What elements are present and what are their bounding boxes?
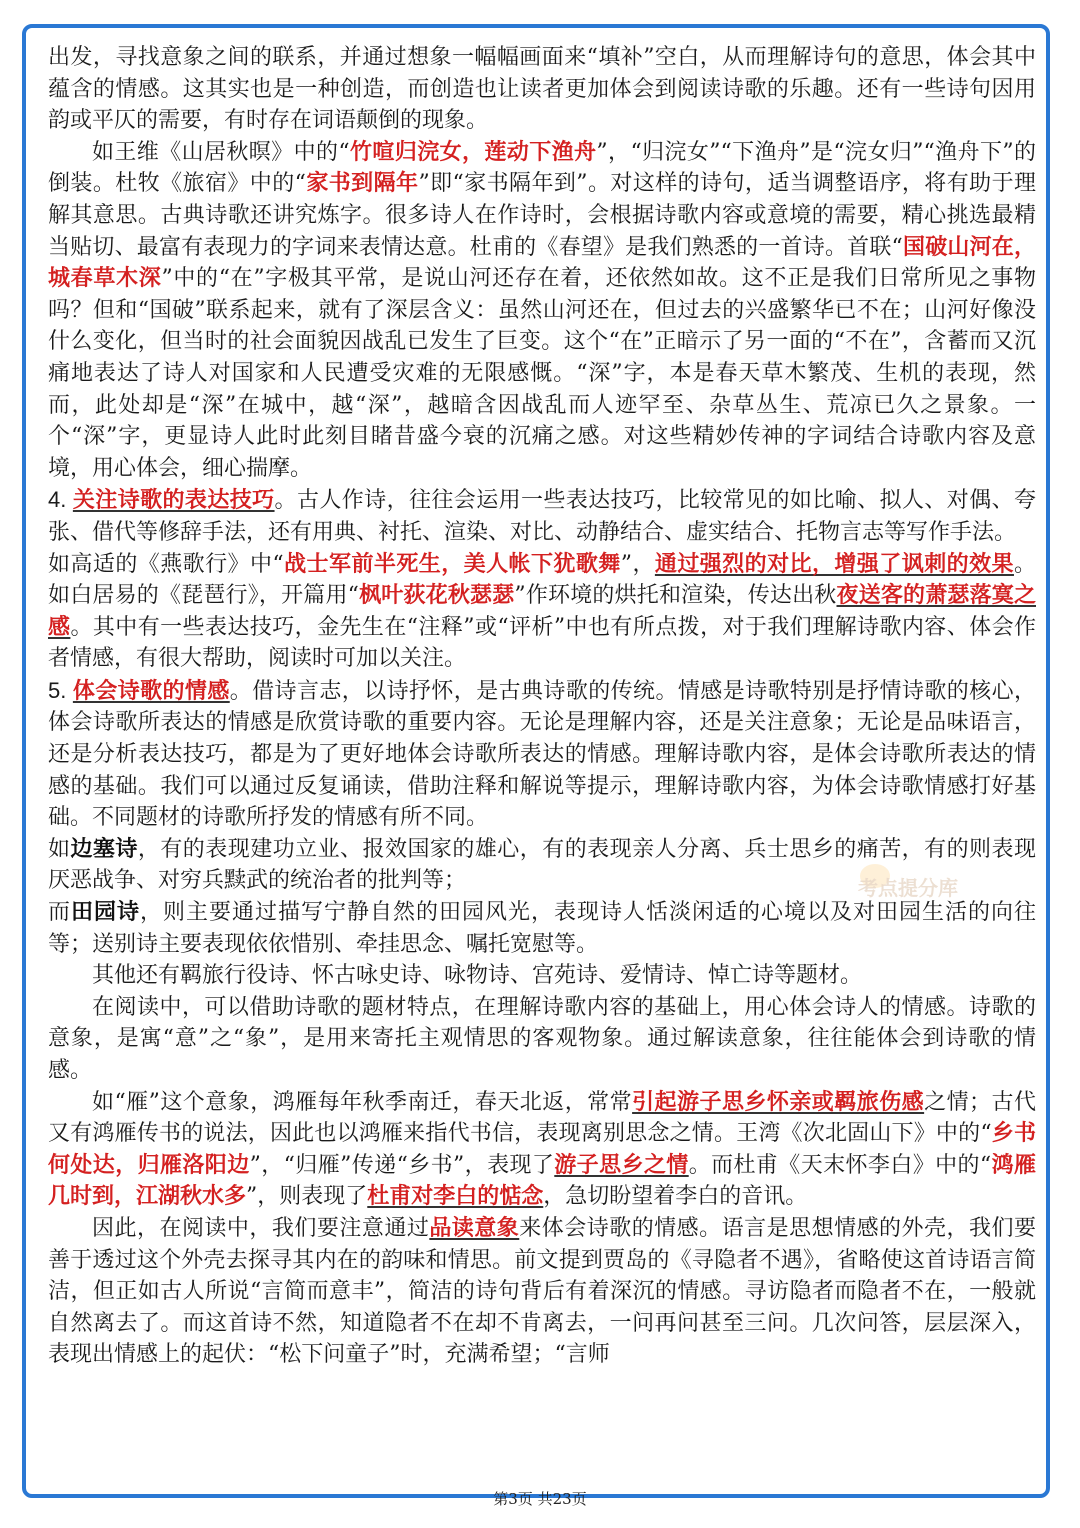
text-run: ，急切盼望着李白的音讯。 <box>543 1184 808 1210</box>
text-run: 在阅读中，可以借助诗歌的题材特点，在理解诗歌内容的基础上，用心体会诗人的情感。诗歌的意象，是寓“意”之“象”，是用来寄托主观情思的客观物象。通过解读意象，往往能体会到诗歌的情感。 <box>48 994 1036 1083</box>
poem-quote: 乡书何处达，归雁洛阳边 <box>48 1120 1036 1178</box>
text-run: ”，“归浣女”“下渔舟”是“浣女归”“渔舟下”的倒装。杜牧《旅宿》中的“ <box>48 139 1036 197</box>
paragraph <box>48 137 1036 485</box>
text-run: 。借诗言志，以诗抒怀，是古典诗歌的传统。情感是诗歌特别是抒情诗歌的核心，体会诗歌所表达的情感是欣赏诗歌的重要内容。无论是理解内容，还是关注意象；无论是品味语言，还是分析表达技巧，都是为了更好地体会诗歌所表达的情感。理解诗歌内容，是体会诗歌所表达的情感的基础。我们可以通过反复诵读，借助注释和解说等提示，理解诗歌内容，为体会诗歌情感打好基础。不同题材的诗歌所抒发的情感有所不同。 <box>48 678 1036 831</box>
poem-quote: 国破山河在，城春草木深 <box>48 233 1036 292</box>
text-run: 出发，寻找意象之间的联系，并通过想象一幅幅画面来“填补”空白，从而理解诗句的意思，体会其中蕴含的情感。这其实也是一种创造，而创造也让读者更加体会到阅读诗歌的乐趣。还有一些诗句因用韵或平仄的需要，有时存在词语颠倒的现象。 <box>48 45 1036 134</box>
poem-quote: 竹喧归浣女，莲动下渔舟 <box>349 138 597 165</box>
text-run: ”即“家书隔年到”。对这样的诗句，适当调整语序，将有助于理解其意思。古典诗歌还讲究炼字。很多诗人在作诗时，会根据诗歌内容或意境的需要，精心挑选最精当贴切、最富有表现力的字词来表情达意。杜甫的《春望》是我们熟悉的一首诗。首联“ <box>48 171 1036 260</box>
key-point: 通过强烈的对比，增强了讽刺的效果 <box>654 550 1014 577</box>
key-point: 夜送客的萧瑟落寞之感 <box>48 582 1036 640</box>
text-run: ”作环境的烘托和渲染，传达出秋 <box>514 583 837 609</box>
text-run: 之情；古代又有鸿雁传书的说法，因此也以鸿雁来指代书信，表现离别思念之情。王湾《次北固山下》中的“ <box>48 1089 1036 1147</box>
document-body <box>48 42 1036 1371</box>
text-run: ”，“归雁”传递“乡书”，表现了 <box>249 1152 555 1178</box>
paragraph <box>48 549 1036 675</box>
watermark-text: 考点提分库 <box>858 876 958 900</box>
paragraph <box>48 960 1036 992</box>
text-run: 。而杜甫《天末怀李白》中的“ <box>688 1152 992 1178</box>
text-run: 如“雁”这个意象，鸿雁每年秋季南迁，春天北返，常常 <box>92 1089 633 1115</box>
text-run: 其他还有羁旅行役诗、怀古咏史诗、咏物诗、宫苑诗、爱情诗、悼亡诗等题材。 <box>92 963 863 989</box>
poem-quote: 战士军前半死生，美人帐下犹歌舞 <box>283 550 621 577</box>
text-run: 来体会诗歌的情感。语言是思想情感的外壳，我们要善于透过这个外壳去探寻其内在的韵味和情思。前文提到贾岛的《寻隐者不遇》，省略使这首诗语言简洁，但正如古人所说“言简而意丰”，简洁的诗句背后有着深沉的情感。寻访隐者而隐者不在，一般就自然离去了。而这首诗不然，知道隐者不在却不肯离去，一问再问甚至三问。几次问答，层层深入，表现出情感上的起伏：“松下问童子”时，充满希望；“言师 <box>48 1215 1036 1368</box>
key-point: 品读意象 <box>429 1214 520 1241</box>
key-point: 关注诗歌的表达技巧 <box>72 487 275 514</box>
text-run: 如王维《山居秋暝》中的“ <box>92 139 350 165</box>
text-run: 而 <box>48 900 71 926</box>
poem-quote: 枫叶荻花秋瑟瑟 <box>358 582 515 609</box>
text-run: 如高适的《燕歌行》中“ <box>48 551 284 577</box>
key-point: 体会诗歌的情感 <box>72 677 230 704</box>
paragraph <box>48 897 1036 960</box>
page-footer: 第3页 共23页 <box>493 1490 587 1508</box>
paragraph <box>48 675 1036 834</box>
paragraph <box>48 1087 1036 1213</box>
poem-quote: 鸿雁几时到，江湖秋水多 <box>48 1151 1036 1210</box>
text-run: 因此，在阅读中，我们要注意通过 <box>92 1215 430 1241</box>
poem-quote: 家书到隔年 <box>305 170 419 197</box>
key-point: 游子思乡之情 <box>554 1151 689 1178</box>
paragraph <box>48 1213 1036 1371</box>
genre-term: 边塞诗 <box>70 835 138 862</box>
text-run: 。如白居易的《琵琶行》，开篇用“ <box>48 551 1036 609</box>
text-run: 。古人作诗，往往会运用一些表达技巧，比较常见的如比喻、拟人、对偶、夸张、借代等修辞手法，还有用典、衬托、渲染、对比、动静结合、虚实结合、托物言志等写作手法。 <box>48 488 1036 545</box>
text-run: 。其中有一些表达技巧，金先生在“注释”或“评析”中也有所点拨，对于我们理解诗歌内容、体会作者情感，有很大帮助，阅读时可加以关注。 <box>48 614 1036 672</box>
text-run: ，则主要通过描写宁静自然的田园风光，表现诗人恬淡闲适的心境以及对田园生活的向往等；送别诗主要表现依依惜别、牵挂思念、嘱托宽慰等。 <box>48 900 1036 957</box>
key-point: 引起游子思乡怀亲或羁旅伤感 <box>632 1088 925 1115</box>
paragraph <box>48 484 1036 548</box>
section-number: 5. <box>48 677 73 703</box>
text-run: ”，则表现了 <box>246 1184 368 1210</box>
text-run: 如 <box>48 836 71 862</box>
key-point: 杜甫对李白的惦念 <box>367 1183 544 1210</box>
text-run: ，有的表现建功立业、报效国家的雄心，有的表现亲人分离、兵士思乡的痛苦，有的则表现厌恶战争、对穷兵黩武的统治者的批判等； <box>48 836 1036 894</box>
genre-term: 田园诗 <box>71 899 140 926</box>
section-number: 4. <box>48 487 73 513</box>
paragraph <box>48 992 1036 1087</box>
paragraph <box>48 42 1036 137</box>
text-run: ”， <box>620 551 655 577</box>
text-run: ”中的“在”字极其平常，是说山河还存在着，还依然如故。这不正是我们日常所见之事物吗？但和“国破”联系起来，就有了深层含义：虽然山河还在，但过去的兴盛繁华已不在；山河好像没什么变化，但当时的社会面貌因战乱已发生了巨变。这个“在”正暗示了另一面的“不在”，含蓄而又沉痛地表达了诗人对国家和人民遭受灾难的无限感慨。“深”字，本是春天草木繁茂、生机的表现，然而，此处却是“深”在城中，越“深”，越暗含因战乱而人迹罕至、杂草丛生、荒凉已久之景象。一个“深”字，更显诗人此时此刻目睹昔盛今衰的沉痛之感。对这些精妙传神的字词结合诗歌内容及意境，用心体会，细心揣摩。 <box>48 266 1036 481</box>
